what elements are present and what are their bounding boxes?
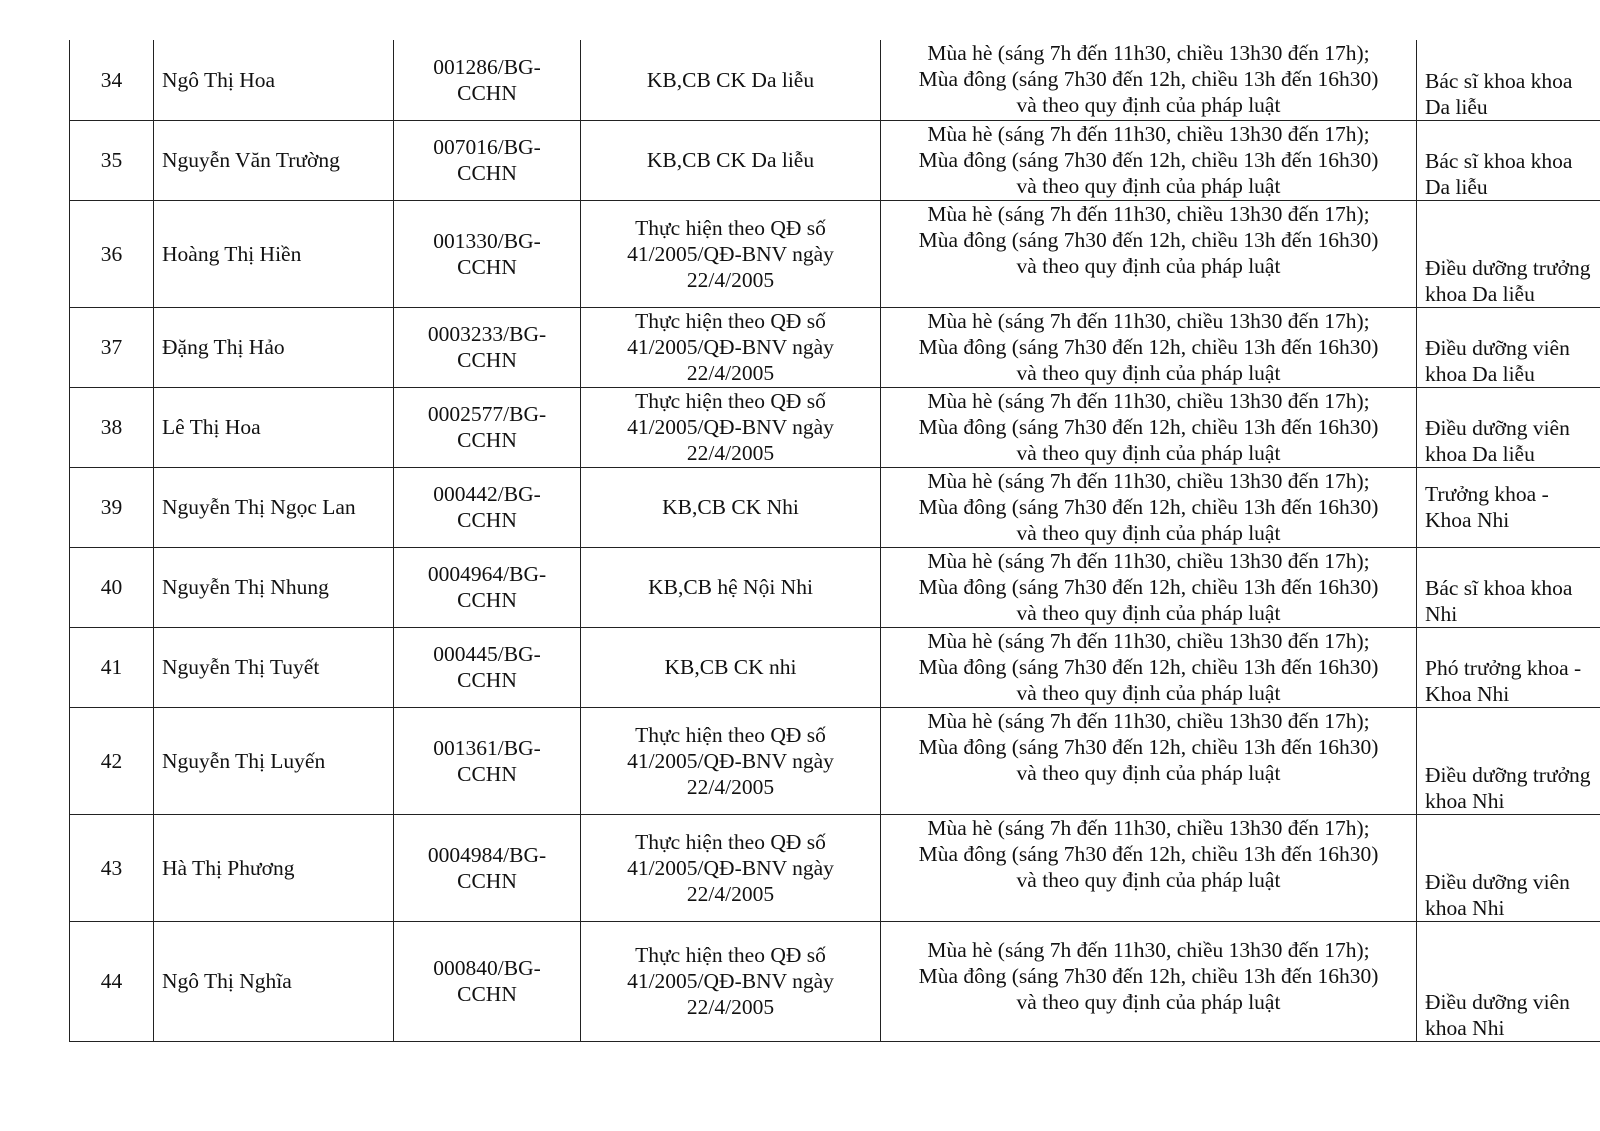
staff-name-text: Nguyễn Thị Nhung	[162, 575, 329, 599]
table-row	[70, 387, 1600, 467]
cert-line: 0004964/BG-	[427, 562, 547, 586]
time-line: và theo quy định của pháp luật	[1016, 93, 1281, 117]
position	[1417, 707, 1600, 814]
staff-name	[154, 120, 394, 200]
certificate-number	[394, 627, 581, 707]
time-line: và theo quy định của pháp luật	[1016, 867, 1281, 892]
table-row	[70, 814, 1600, 921]
position	[1417, 627, 1600, 707]
cert-line: 0002577/BG-	[427, 402, 547, 426]
scope-line: 22/4/2005	[686, 881, 775, 906]
working-hours	[881, 627, 1417, 707]
time-line: Mùa đông (sáng 7h30 đến 12h, chiều 13h đến 16h30)	[918, 67, 1379, 91]
scope-line: 22/4/2005	[686, 995, 775, 1019]
time-line: Mùa đông (sáng 7h30 đến 12h, chiều 13h đến 16h30)	[918, 227, 1379, 252]
practice-scope	[581, 814, 881, 921]
table-row	[70, 921, 1600, 1041]
certificate-number	[394, 921, 581, 1041]
staff-name-text: Lê Thị Hoa	[162, 415, 261, 439]
staff-name	[154, 547, 394, 627]
row-number: 43	[70, 814, 154, 921]
position	[1417, 40, 1600, 120]
staff-name	[154, 707, 394, 814]
row-number: 35	[70, 120, 154, 200]
scope-line: KB,CB CK nhi	[664, 655, 797, 679]
row-number: 41	[70, 627, 154, 707]
position-line: khoa Nhi	[1425, 788, 1505, 813]
staff-name	[154, 921, 394, 1041]
time-line: Mùa đông (sáng 7h30 đến 12h, chiều 13h đến 16h30)	[918, 414, 1379, 439]
table-row	[70, 547, 1600, 627]
position-line: Khoa Nhi	[1425, 508, 1510, 532]
certificate-number	[394, 707, 581, 814]
certificate-number	[394, 40, 581, 120]
table-row	[70, 307, 1600, 387]
time-line: Mùa đông (sáng 7h30 đến 12h, chiều 13h đến 16h30)	[918, 574, 1379, 599]
cert-line: 0003233/BG-	[427, 322, 547, 346]
staff-name	[154, 814, 394, 921]
position	[1417, 387, 1600, 467]
staff-name	[154, 40, 394, 120]
scope-line: Thực hiện theo QĐ số	[635, 722, 826, 747]
working-hours	[881, 40, 1417, 120]
staff-name-text: Ngô Thị Nghĩa	[162, 969, 292, 993]
time-line: và theo quy định của pháp luật	[1016, 253, 1281, 278]
certificate-number	[394, 547, 581, 627]
time-line: Mùa hè (sáng 7h đến 11h30, chiều 13h30 đến 17h);	[927, 308, 1370, 333]
row-number: 42	[70, 707, 154, 814]
cert-line: CCHN	[457, 668, 517, 692]
cert-line: 001361/BG-	[433, 735, 541, 760]
practice-scope	[581, 307, 881, 387]
cert-line: 0004984/BG-	[427, 842, 547, 867]
row-number: 34	[70, 40, 154, 120]
time-line: và theo quy định của pháp luật	[1016, 680, 1281, 705]
position-line: Trưởng khoa -	[1425, 482, 1549, 506]
scope-line: Thực hiện theo QĐ số	[635, 943, 826, 967]
cert-line: 000445/BG-	[433, 642, 541, 666]
certificate-number	[394, 814, 581, 921]
row-number: 37	[70, 307, 154, 387]
cert-line: CCHN	[457, 80, 517, 105]
cert-line: 000840/BG-	[433, 956, 541, 980]
scope-line: 22/4/2005	[686, 361, 775, 385]
working-hours	[881, 387, 1417, 467]
scope-line: 22/4/2005	[686, 774, 775, 799]
cert-line: CCHN	[457, 161, 517, 185]
position-line: Phó trưởng khoa -	[1425, 655, 1582, 680]
time-line: Mùa hè (sáng 7h đến 11h30, chiều 13h30 đến 17h);	[927, 468, 1370, 493]
position	[1417, 200, 1600, 307]
time-line: Mùa đông (sáng 7h30 đến 12h, chiều 13h đến 16h30)	[918, 147, 1379, 172]
working-hours	[881, 307, 1417, 387]
time-line: và theo quy định của pháp luật	[1016, 440, 1281, 465]
position	[1417, 120, 1600, 200]
staff-name	[154, 467, 394, 547]
time-line: Mùa hè (sáng 7h đến 11h30, chiều 13h30 đến 17h);	[927, 628, 1370, 653]
cert-line: 001330/BG-	[433, 228, 541, 253]
scope-line: KB,CB CK Da liễu	[646, 148, 815, 172]
position-line: khoa Nhi	[1425, 895, 1505, 920]
scope-line: 22/4/2005	[686, 267, 775, 292]
position-line: Điều dưỡng viên	[1425, 869, 1570, 894]
time-line: và theo quy định của pháp luật	[1016, 173, 1281, 198]
working-hours	[881, 200, 1417, 307]
position	[1417, 814, 1600, 921]
cert-line: CCHN	[457, 868, 517, 893]
certificate-number	[394, 120, 581, 200]
position-line: khoa Da liễu	[1425, 281, 1535, 306]
time-line: Mùa hè (sáng 7h đến 11h30, chiều 13h30 đến 17h);	[927, 121, 1370, 146]
time-line: và theo quy định của pháp luật	[1016, 520, 1281, 545]
time-line: Mùa đông (sáng 7h30 đến 12h, chiều 13h đến 16h30)	[918, 334, 1379, 359]
position-line: Điều dưỡng trưởng	[1425, 762, 1591, 787]
time-line: Mùa hè (sáng 7h đến 11h30, chiều 13h30 đến 17h);	[927, 201, 1370, 226]
cert-line: CCHN	[457, 428, 517, 452]
staff-name	[154, 387, 394, 467]
working-hours	[881, 707, 1417, 814]
scope-line: Thực hiện theo QĐ số	[635, 309, 826, 333]
certificate-number	[394, 307, 581, 387]
position-line: khoa Da liễu	[1425, 361, 1535, 386]
table-row	[70, 40, 1600, 120]
row-number: 38	[70, 387, 154, 467]
staff-name-text: Nguyễn Thị Luyến	[162, 748, 326, 773]
scope-line: 41/2005/QĐ-BNV ngày	[627, 748, 834, 773]
practice-scope	[581, 627, 881, 707]
time-line: Mùa đông (sáng 7h30 đến 12h, chiều 13h đến 16h30)	[918, 841, 1379, 866]
working-hours	[881, 814, 1417, 921]
cert-line: CCHN	[457, 348, 517, 372]
time-line: Mùa đông (sáng 7h30 đến 12h, chiều 13h đến 16h30)	[918, 964, 1379, 988]
staff-name	[154, 627, 394, 707]
staff-name-text: Nguyễn Thị Tuyết	[162, 655, 320, 679]
working-hours	[881, 120, 1417, 200]
time-line: và theo quy định của pháp luật	[1016, 990, 1281, 1014]
scope-line: 22/4/2005	[686, 441, 775, 465]
position-line: Da liễu	[1425, 174, 1488, 199]
staff-name-text: Ngô Thị Hoa	[162, 67, 276, 92]
staff-name-text: Nguyễn Thị Ngọc Lan	[162, 495, 356, 519]
practice-scope	[581, 467, 881, 547]
table-row	[70, 467, 1600, 547]
time-line: Mùa đông (sáng 7h30 đến 12h, chiều 13h đến 16h30)	[918, 654, 1379, 679]
row-number: 39	[70, 467, 154, 547]
cert-line: CCHN	[457, 588, 517, 612]
position	[1417, 921, 1600, 1041]
cert-line: 007016/BG-	[433, 135, 541, 159]
position	[1417, 467, 1600, 547]
staff-name-text: Hà Thị Phương	[162, 855, 295, 880]
position-line: Nhi	[1425, 601, 1458, 626]
position-line: Bác sĩ khoa khoa	[1425, 148, 1573, 173]
staff-name-text: Nguyễn Văn Trường	[162, 148, 340, 172]
staff-name	[154, 307, 394, 387]
cert-line: CCHN	[457, 982, 517, 1006]
table-row	[70, 627, 1600, 707]
time-line: Mùa hè (sáng 7h đến 11h30, chiều 13h30 đến 17h);	[927, 548, 1370, 573]
position-line: khoa Nhi	[1425, 1015, 1505, 1040]
time-line: Mùa hè (sáng 7h đến 11h30, chiều 13h30 đến 17h);	[927, 41, 1370, 65]
staff-name-text: Đặng Thị Hảo	[162, 335, 285, 359]
practice-scope	[581, 200, 881, 307]
position-line: khoa Da liễu	[1425, 441, 1535, 466]
cert-line: 000442/BG-	[433, 482, 541, 506]
cert-line: CCHN	[457, 254, 517, 279]
certificate-number	[394, 200, 581, 307]
row-number: 40	[70, 547, 154, 627]
practice-scope	[581, 120, 881, 200]
row-number: 36	[70, 200, 154, 307]
position-line: Khoa Nhi	[1425, 681, 1510, 706]
practice-scope	[581, 547, 881, 627]
staff-name-text: Hoàng Thị Hiền	[162, 241, 302, 266]
staff-name	[154, 200, 394, 307]
scope-line: 41/2005/QĐ-BNV ngày	[627, 855, 834, 880]
scope-line: Thực hiện theo QĐ số	[635, 829, 826, 854]
time-line: và theo quy định của pháp luật	[1016, 600, 1281, 625]
time-line: và theo quy định của pháp luật	[1016, 360, 1281, 385]
scope-line: KB,CB hệ Nội Nhi	[648, 575, 813, 599]
time-line: Mùa hè (sáng 7h đến 11h30, chiều 13h30 đến 17h);	[927, 708, 1370, 733]
table-row	[70, 707, 1600, 814]
cert-line: CCHN	[457, 761, 517, 786]
practice-scope	[581, 387, 881, 467]
practice-scope	[581, 40, 881, 120]
position-line: Bác sĩ khoa khoa	[1425, 575, 1573, 600]
staff-table	[69, 40, 1600, 1042]
cert-line: CCHN	[457, 508, 517, 532]
table-row	[70, 200, 1600, 307]
time-line: Mùa hè (sáng 7h đến 11h30, chiều 13h30 đến 17h);	[927, 388, 1370, 413]
scope-line: KB,CB CK Nhi	[662, 495, 799, 519]
time-line: Mùa hè (sáng 7h đến 11h30, chiều 13h30 đến 17h);	[927, 938, 1370, 962]
time-line: Mùa đông (sáng 7h30 đến 12h, chiều 13h đến 16h30)	[918, 734, 1379, 759]
practice-scope	[581, 921, 881, 1041]
scope-line: 41/2005/QĐ-BNV ngày	[627, 969, 834, 993]
working-hours	[881, 921, 1417, 1041]
position-line: Bác sĩ khoa khoa	[1425, 68, 1573, 93]
position-line: Điều dưỡng trưởng	[1425, 255, 1591, 280]
table-row	[70, 120, 1600, 200]
certificate-number	[394, 467, 581, 547]
cert-line: 001286/BG-	[433, 54, 541, 79]
working-hours	[881, 547, 1417, 627]
staff-table-body	[70, 40, 1600, 1041]
position-line: Điều dưỡng viên	[1425, 415, 1570, 440]
position-line: Điều dưỡng viên	[1425, 989, 1570, 1014]
scope-line: KB,CB CK Da liễu	[646, 67, 815, 92]
working-hours	[881, 467, 1417, 547]
position-line: Điều dưỡng viên	[1425, 335, 1570, 360]
time-line: Mùa đông (sáng 7h30 đến 12h, chiều 13h đến 16h30)	[918, 494, 1379, 519]
scope-line: 41/2005/QĐ-BNV ngày	[627, 415, 834, 439]
position	[1417, 547, 1600, 627]
time-line: Mùa hè (sáng 7h đến 11h30, chiều 13h30 đến 17h);	[927, 815, 1370, 840]
scope-line: 41/2005/QĐ-BNV ngày	[627, 335, 834, 359]
practice-scope	[581, 707, 881, 814]
scope-line: Thực hiện theo QĐ số	[635, 215, 826, 240]
certificate-number	[394, 387, 581, 467]
scope-line: Thực hiện theo QĐ số	[635, 389, 826, 413]
scope-line: 41/2005/QĐ-BNV ngày	[627, 241, 834, 266]
position	[1417, 307, 1600, 387]
time-line: và theo quy định của pháp luật	[1016, 760, 1281, 785]
row-number: 44	[70, 921, 154, 1041]
position-line: Da liễu	[1425, 94, 1488, 119]
